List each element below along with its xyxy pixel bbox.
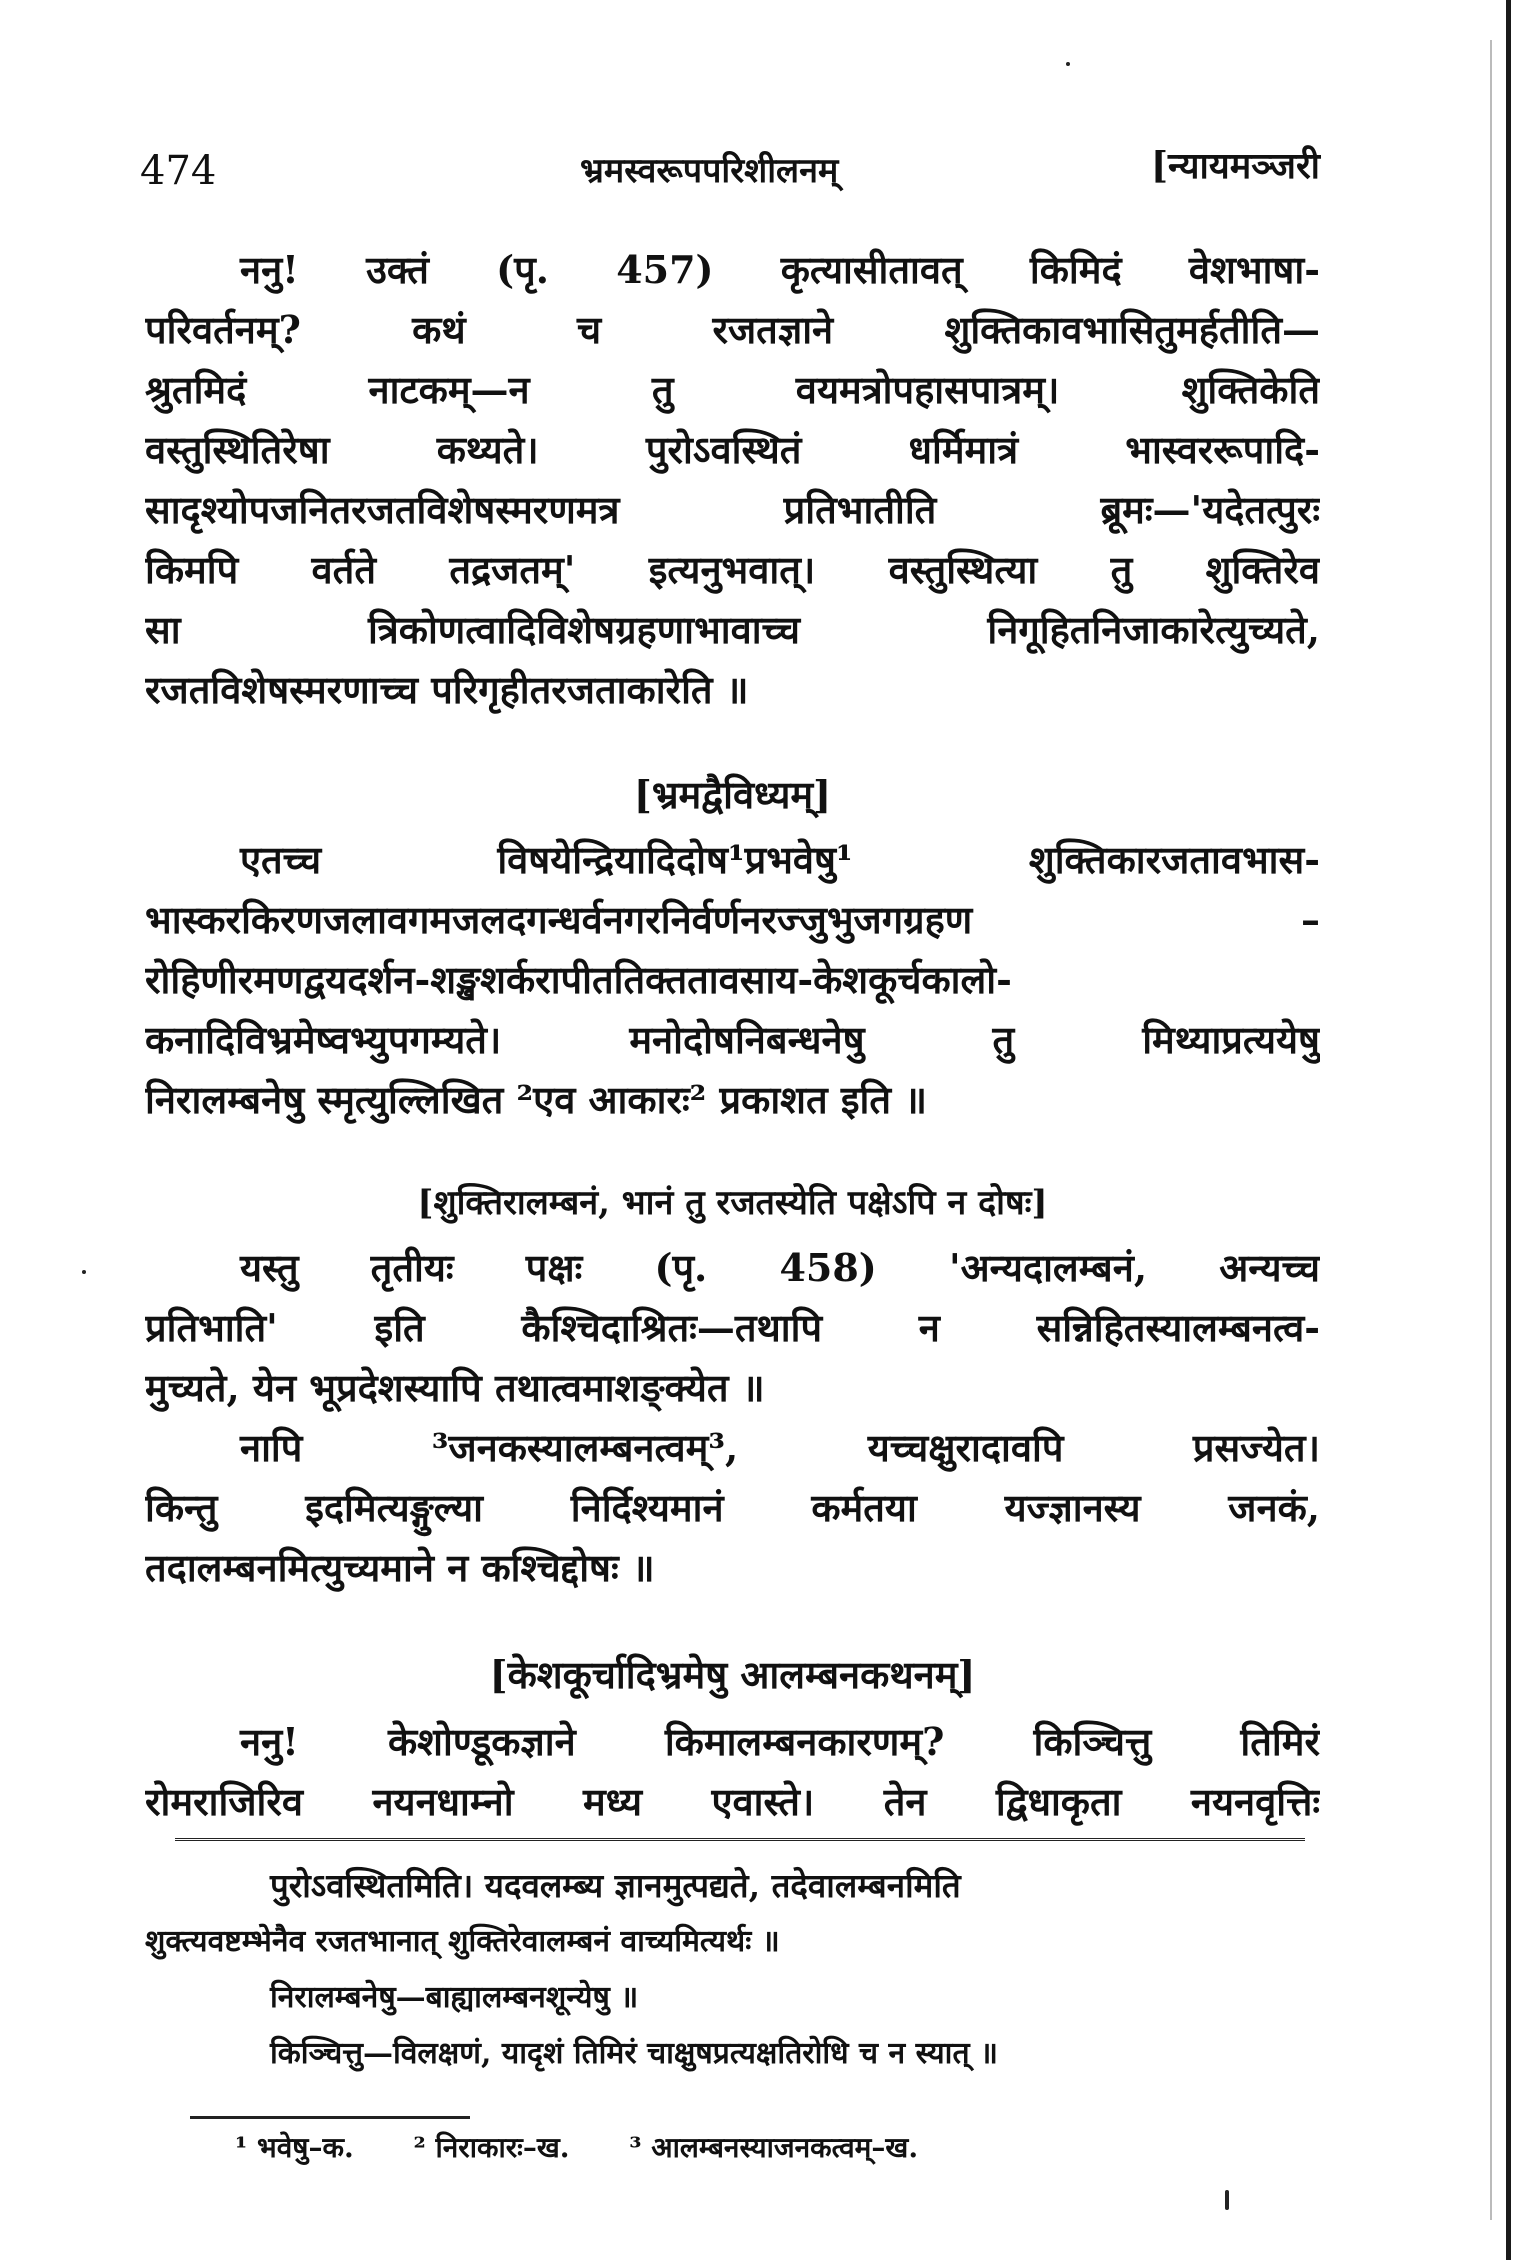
text-line: रोहिणीरमणद्वयदर्शन-शङ्खशर्करापीततिक्ततावसाय-केशकूर्चकालो- xyxy=(145,957,1012,1002)
page-edge-border xyxy=(1506,0,1511,2260)
text-line: सादृश्योपजनितरजतविशेषस्मरणमत्र प्रतिभातीति ब्रूमः—'यदेतत्पुरः xyxy=(145,487,1320,532)
page-number: 474 xyxy=(140,148,217,194)
note-line: शुक्त्यवष्टम्भेनैव रजतभानात् शुक्तिरेवालम्बनं वाच्यमित्यर्थः ॥ xyxy=(145,1924,780,1959)
paragraph-4 xyxy=(145,1418,1320,1598)
text-line: किमपि वर्तते तद्रजतम्' इत्यनुभवात्। वस्तुस्थित्या तु शुक्तिरेव xyxy=(145,547,1320,592)
text-line: रजतविशेषस्मरणाच्च परिगृहीतरजताकारेति ॥ xyxy=(145,667,749,712)
text-line: किन्तु इदमित्यङ्गुल्या निर्दिश्यमानं कर्मतया यज्ज्ञानस्य जनकं, xyxy=(145,1485,1320,1530)
page-header xyxy=(140,140,1320,200)
scan-speck xyxy=(1225,2190,1229,2210)
paragraph-2 xyxy=(145,830,1320,1130)
text-line: ननु! उक्तं (पृ. 457) कृत्यासीतावत् किमिदं वेशभाषा- xyxy=(240,247,1320,292)
section-heading-keshakurcha: [केशकूर्चादिभ्रमेषु आलम्बनकथनम्] xyxy=(489,1652,976,1697)
footnote-rule xyxy=(190,2116,470,2119)
text-line: एतच्च विषयेन्द्रियादिदोष¹प्रभवेषु¹ शुक्तिकारजतावभास- xyxy=(240,837,1320,882)
paragraph-5 xyxy=(145,1712,1320,1832)
text-line: प्रतिभाति' इति कैश्चिदाश्रितः—तथापि न सन्निहितस्यालम्बनत्व- xyxy=(145,1305,1320,1350)
notes-separator-rule xyxy=(175,1838,1305,1841)
text-line: निरालम्बनेषु स्मृत्युल्लिखित ²एव आकारः² प्रकाशत इति ॥ xyxy=(145,1077,928,1122)
text-line: परिवर्तनम्? कथं च रजतज्ञाने शुक्तिकावभासितुमर्हतीति— xyxy=(145,307,1320,352)
scan-speck xyxy=(1066,62,1070,66)
commentary-notes xyxy=(145,1858,1320,2082)
section-heading-bhrama-dvaividhyam: [भ्रमद्वैविध्यम्] xyxy=(633,772,832,817)
paragraph-1 xyxy=(145,240,1320,720)
footnotes xyxy=(235,2128,968,2166)
text-line: श्रुतमिदं नाटकम्—न तु वयमत्रोपहासपात्रम्। शुक्तिकेति xyxy=(145,367,1320,412)
running-title: भ्रमस्वरूपपरिशीलनम् xyxy=(580,151,839,191)
text-line: वस्तुस्थितिरेषा कथ्यते। पुरोऽवस्थितं धर्मिमात्रं भास्वररूपादि- xyxy=(145,427,1320,472)
scan-speck xyxy=(82,1270,86,1274)
text-line: तदालम्बनमित्युच्यमाने न कश्चिद्दोषः ॥ xyxy=(145,1545,655,1590)
text-line: यस्तु तृतीयः पक्षः (पृ. 458) 'अन्यदालम्बनं, अन्यच्च xyxy=(240,1245,1320,1290)
text-line: भास्करकिरणजलावगमजलदगन्धर्वनगरनिर्वर्णनरज्जुभुजगग्रहण – xyxy=(145,897,1320,942)
section-heading-shukti-alambanam: [शुक्तिरालम्बनं, भानं तु रजतस्येति पक्षेऽपि न दोषः] xyxy=(417,1183,1048,1223)
note-line: निरालम्बनेषु—बाह्यालम्बनशून्येषु ॥ xyxy=(270,1980,639,2015)
text-line: ननु! केशोण्डूकज्ञाने किमालम्बनकारणम्? किञ्चित्तु तिमिरं xyxy=(240,1719,1320,1764)
text-line: कनादिविभ्रमेष्वभ्युपगम्यते। मनोदोषनिबन्धनेषु तु मिथ्याप्रत्ययेषु xyxy=(145,1017,1320,1062)
footnote-3: ³ आलम्बनस्याजनकत्वम्–ख. xyxy=(629,2131,919,2164)
footnote-1: ¹ भवेषु–क. xyxy=(235,2131,354,2164)
text-line: सा त्रिकोणत्वादिविशेषग्रहणाभावाच्च निगूहितनिजाकारेत्युच्यते, xyxy=(145,607,1320,652)
text-line: मुच्यते, येन भूप्रदेशस्यापि तथात्वमाशङ्क्येत ॥ xyxy=(145,1365,765,1410)
footnote-2: ² निराकारः–ख. xyxy=(413,2131,570,2164)
text-line: रोमराजिरिव नयनधाम्नो मध्य एवास्ते। तेन द्विधाकृता नयनवृत्तिः xyxy=(145,1779,1320,1824)
section-tag: [न्यायमञ्जरी xyxy=(1150,145,1320,187)
page-edge-shadow xyxy=(1490,40,1492,2220)
note-line: किञ्चित्तु—विलक्षणं, यादृशं तिमिरं चाक्षुषप्रत्यक्षतिरोधि च न स्यात् ॥ xyxy=(270,2036,998,2071)
text-line: नापि ³जनकस्यालम्बनत्वम्³, यच्चक्षुरादावपि प्रसज्येत। xyxy=(240,1425,1320,1470)
paragraph-3 xyxy=(145,1238,1320,1418)
note-line: पुरोऽवस्थितमिति। यदवलम्ब्य ज्ञानमुत्पद्यते, तदेवालम्बनमिति xyxy=(270,1866,961,1905)
